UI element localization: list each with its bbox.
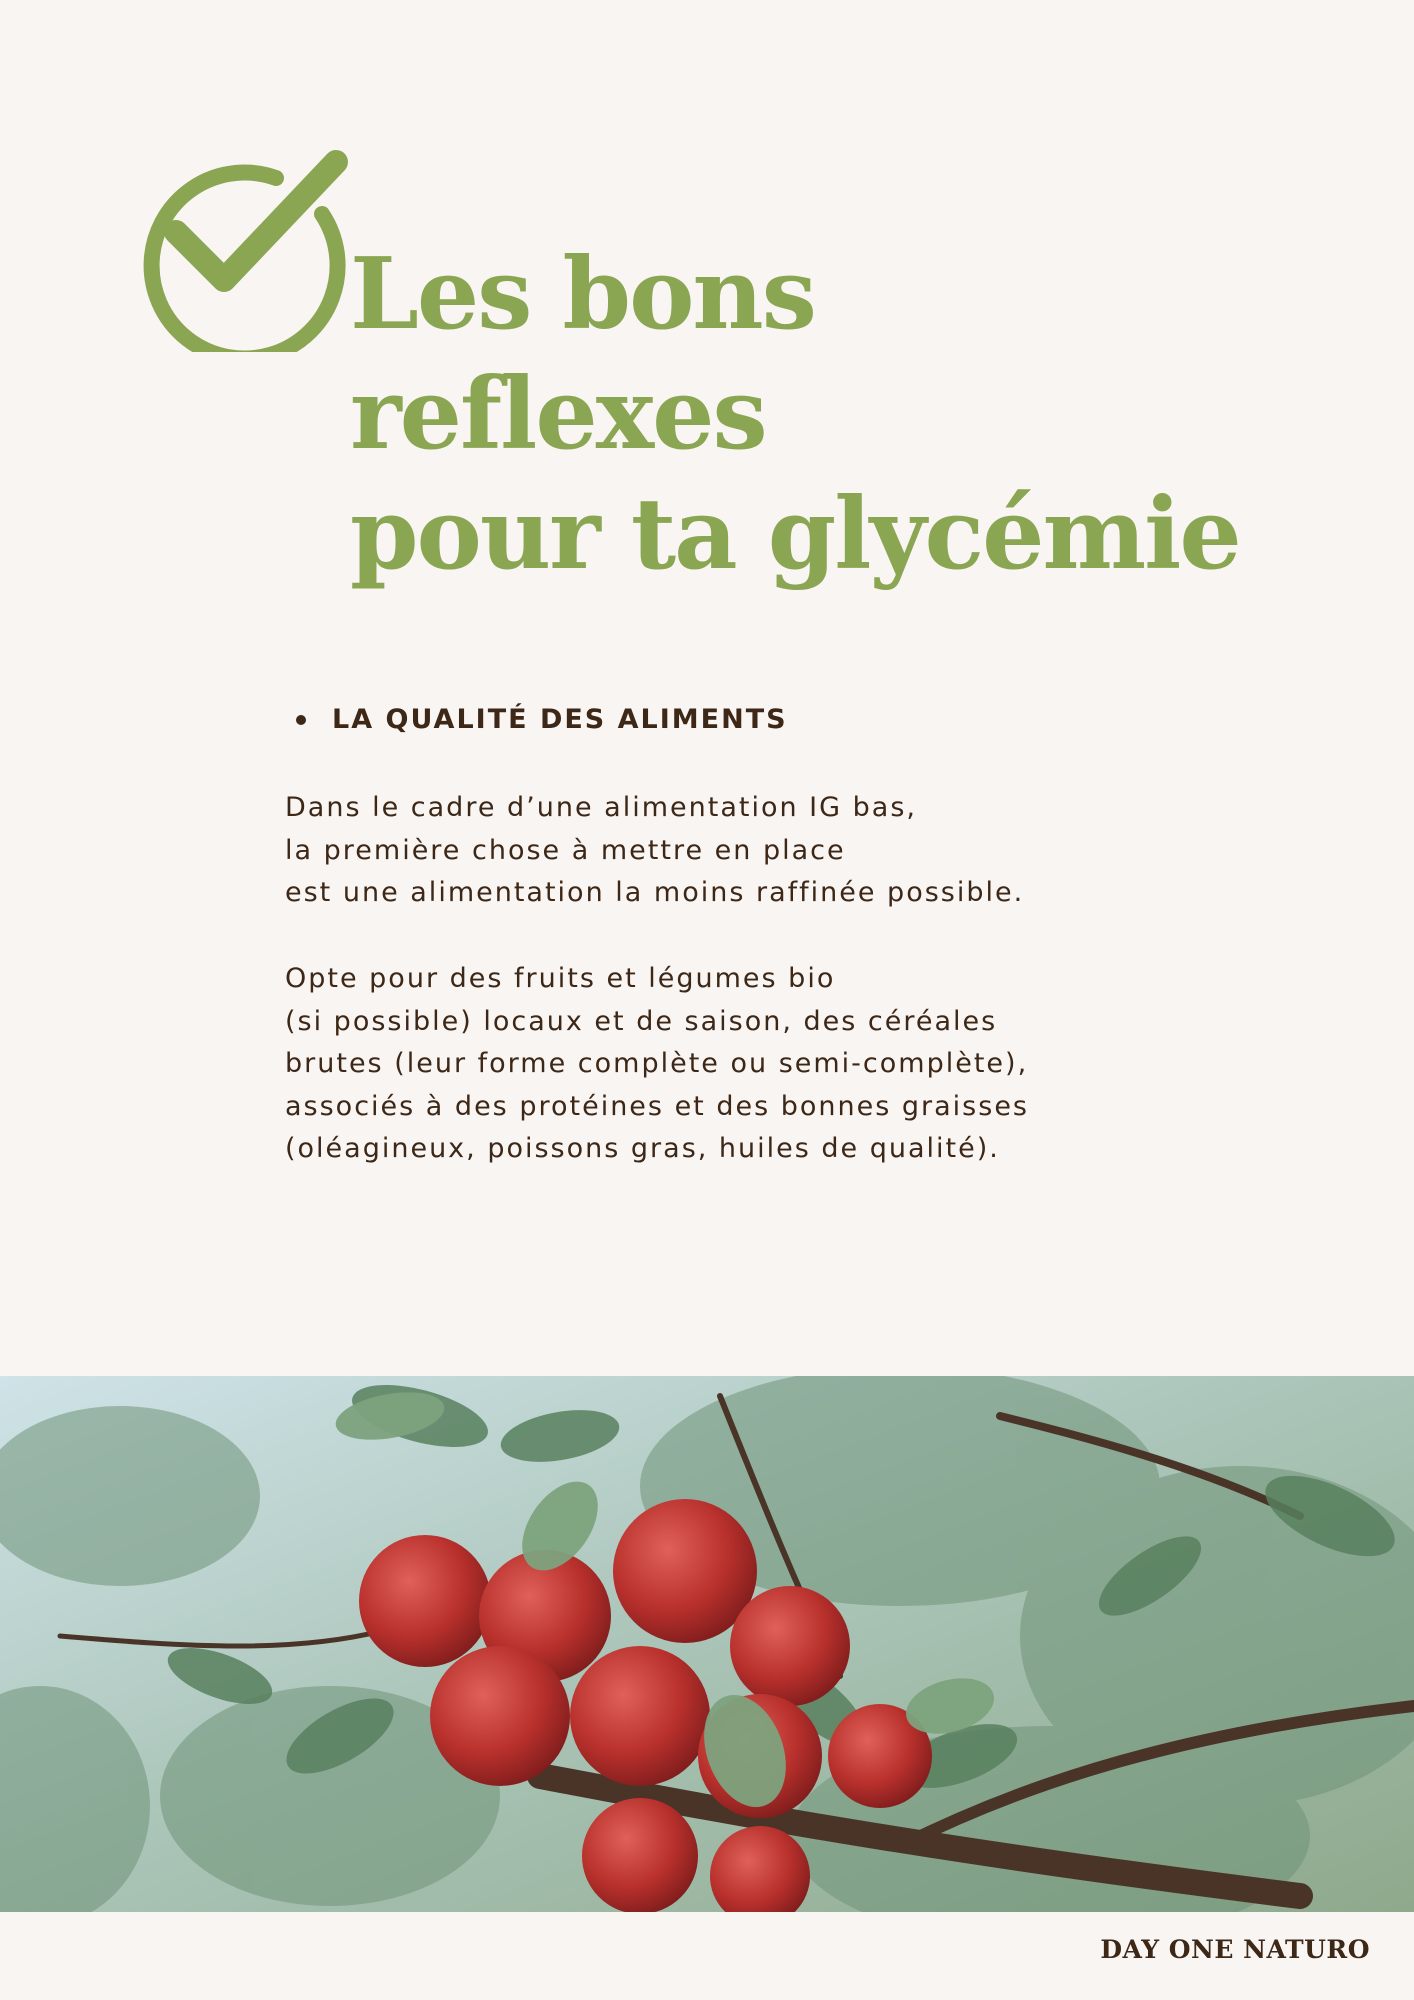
- bullet-icon: [296, 715, 306, 725]
- section-heading: [296, 704, 788, 735]
- apple-tree-photo: [0, 1376, 1414, 1912]
- page-title: [350, 235, 1250, 595]
- paragraph-2-line: Opte pour des fruits et légumes bio: [285, 963, 836, 994]
- paragraph-1-line: la première chose à mettre en place: [285, 834, 846, 866]
- title-line-2: pour ta glycémie: [350, 477, 1240, 592]
- paragraph-1-line: est une alimentation la moins raffinée possible.: [285, 877, 1025, 908]
- paragraph-1: [285, 787, 1185, 915]
- check-circle-icon: [126, 140, 352, 352]
- paragraph-2-line: associés à des protéines et des bonnes graisses: [285, 1090, 1029, 1122]
- section-heading-text: LA QUALITÉ DES ALIMENTS: [332, 704, 788, 735]
- paragraph-1-line: Dans le cadre d’une alimentation IG bas,: [285, 792, 917, 823]
- paragraph-2-line: (si possible) locaux et de saison, des céréales: [285, 1005, 998, 1037]
- paragraph-2-line: (oléagineux, poissons gras, huiles de qualité).: [285, 1133, 1000, 1164]
- paragraph-2: [285, 958, 1185, 1171]
- brand-name: DAY ONE NATURO: [1100, 1935, 1370, 1964]
- paragraph-2-line: brutes (leur forme complète ou semi-complète),: [285, 1048, 1029, 1079]
- title-line-1: Les bons reflexes: [350, 237, 815, 472]
